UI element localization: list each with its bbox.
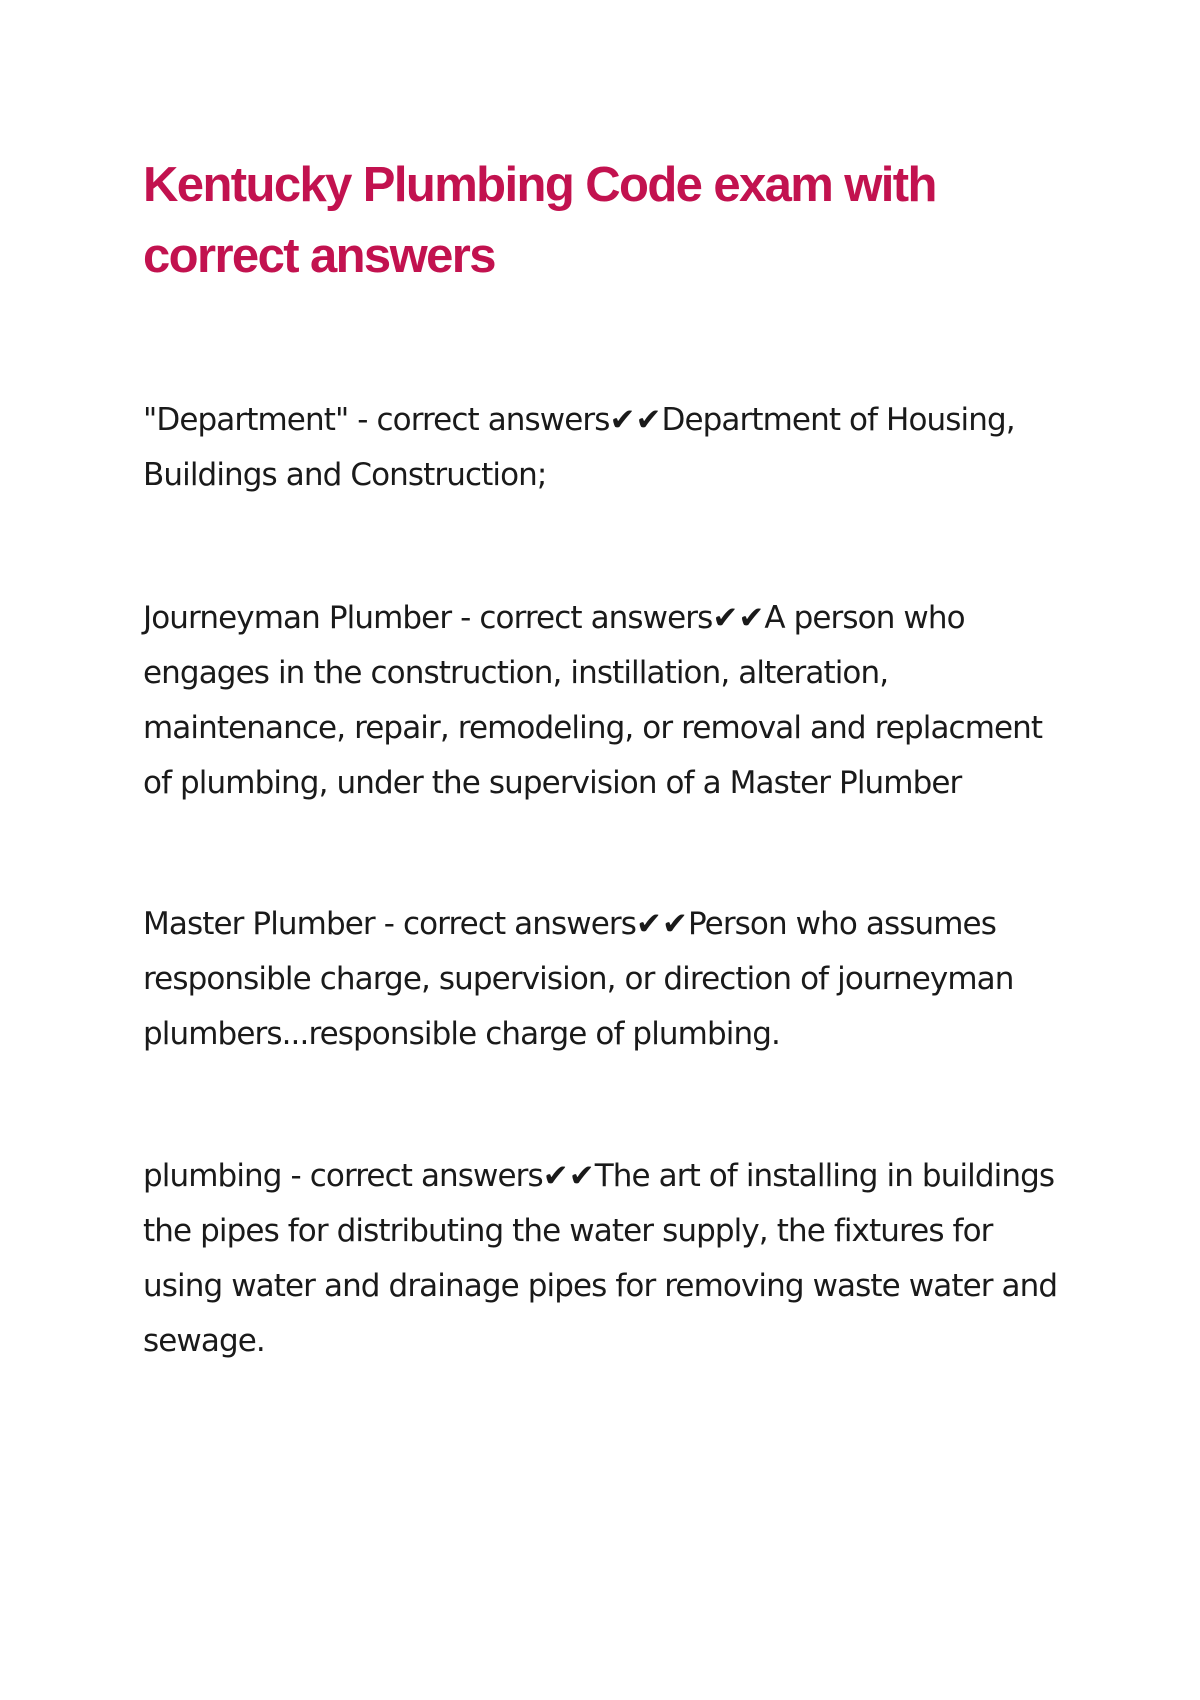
checkmark-icon: ✔✔ [609,402,662,438]
entry-separator: - correct answers [451,600,713,636]
checkmark-icon: ✔✔ [636,906,688,942]
entry-separator: - correct answers [374,906,636,942]
qa-entry [143,591,1073,811]
entry-definition: Person who assumes responsible charge, supervision, or direction of journeyman plumbers...responsible charge of plumbing. [143,906,1014,1052]
entry-definition: Department of Housing, Buildings and Construction; [143,402,1015,493]
entry-term: "Department" [143,402,349,438]
qa-entry [143,897,1073,1062]
entry-separator: - correct answers [348,402,610,438]
entry-definition: The art of installing in buildings the pipes for distributing the water supply, the fixtures for using water and drainage pipes for removing waste water and sewage. [143,1158,1058,1359]
checkmark-icon: ✔✔ [712,600,765,636]
entry-term: Journeyman Plumber [143,600,452,636]
entry-separator: - correct answers [281,1158,543,1194]
checkmark-icon: ✔✔ [542,1158,595,1194]
entry-term: plumbing [143,1158,282,1194]
qa-entry [143,1149,1073,1369]
qa-entry [143,393,1073,503]
entry-term: Master Plumber [143,906,375,942]
entry-definition: A person who engages in the construction, instillation, alteration, maintenance, repair, remodeling, or removal and replacment of plumbing, under the supervision of a Master Plumber [143,600,1043,801]
document-title: Kentucky Plumbing Code exam with correct answers [143,158,936,283]
